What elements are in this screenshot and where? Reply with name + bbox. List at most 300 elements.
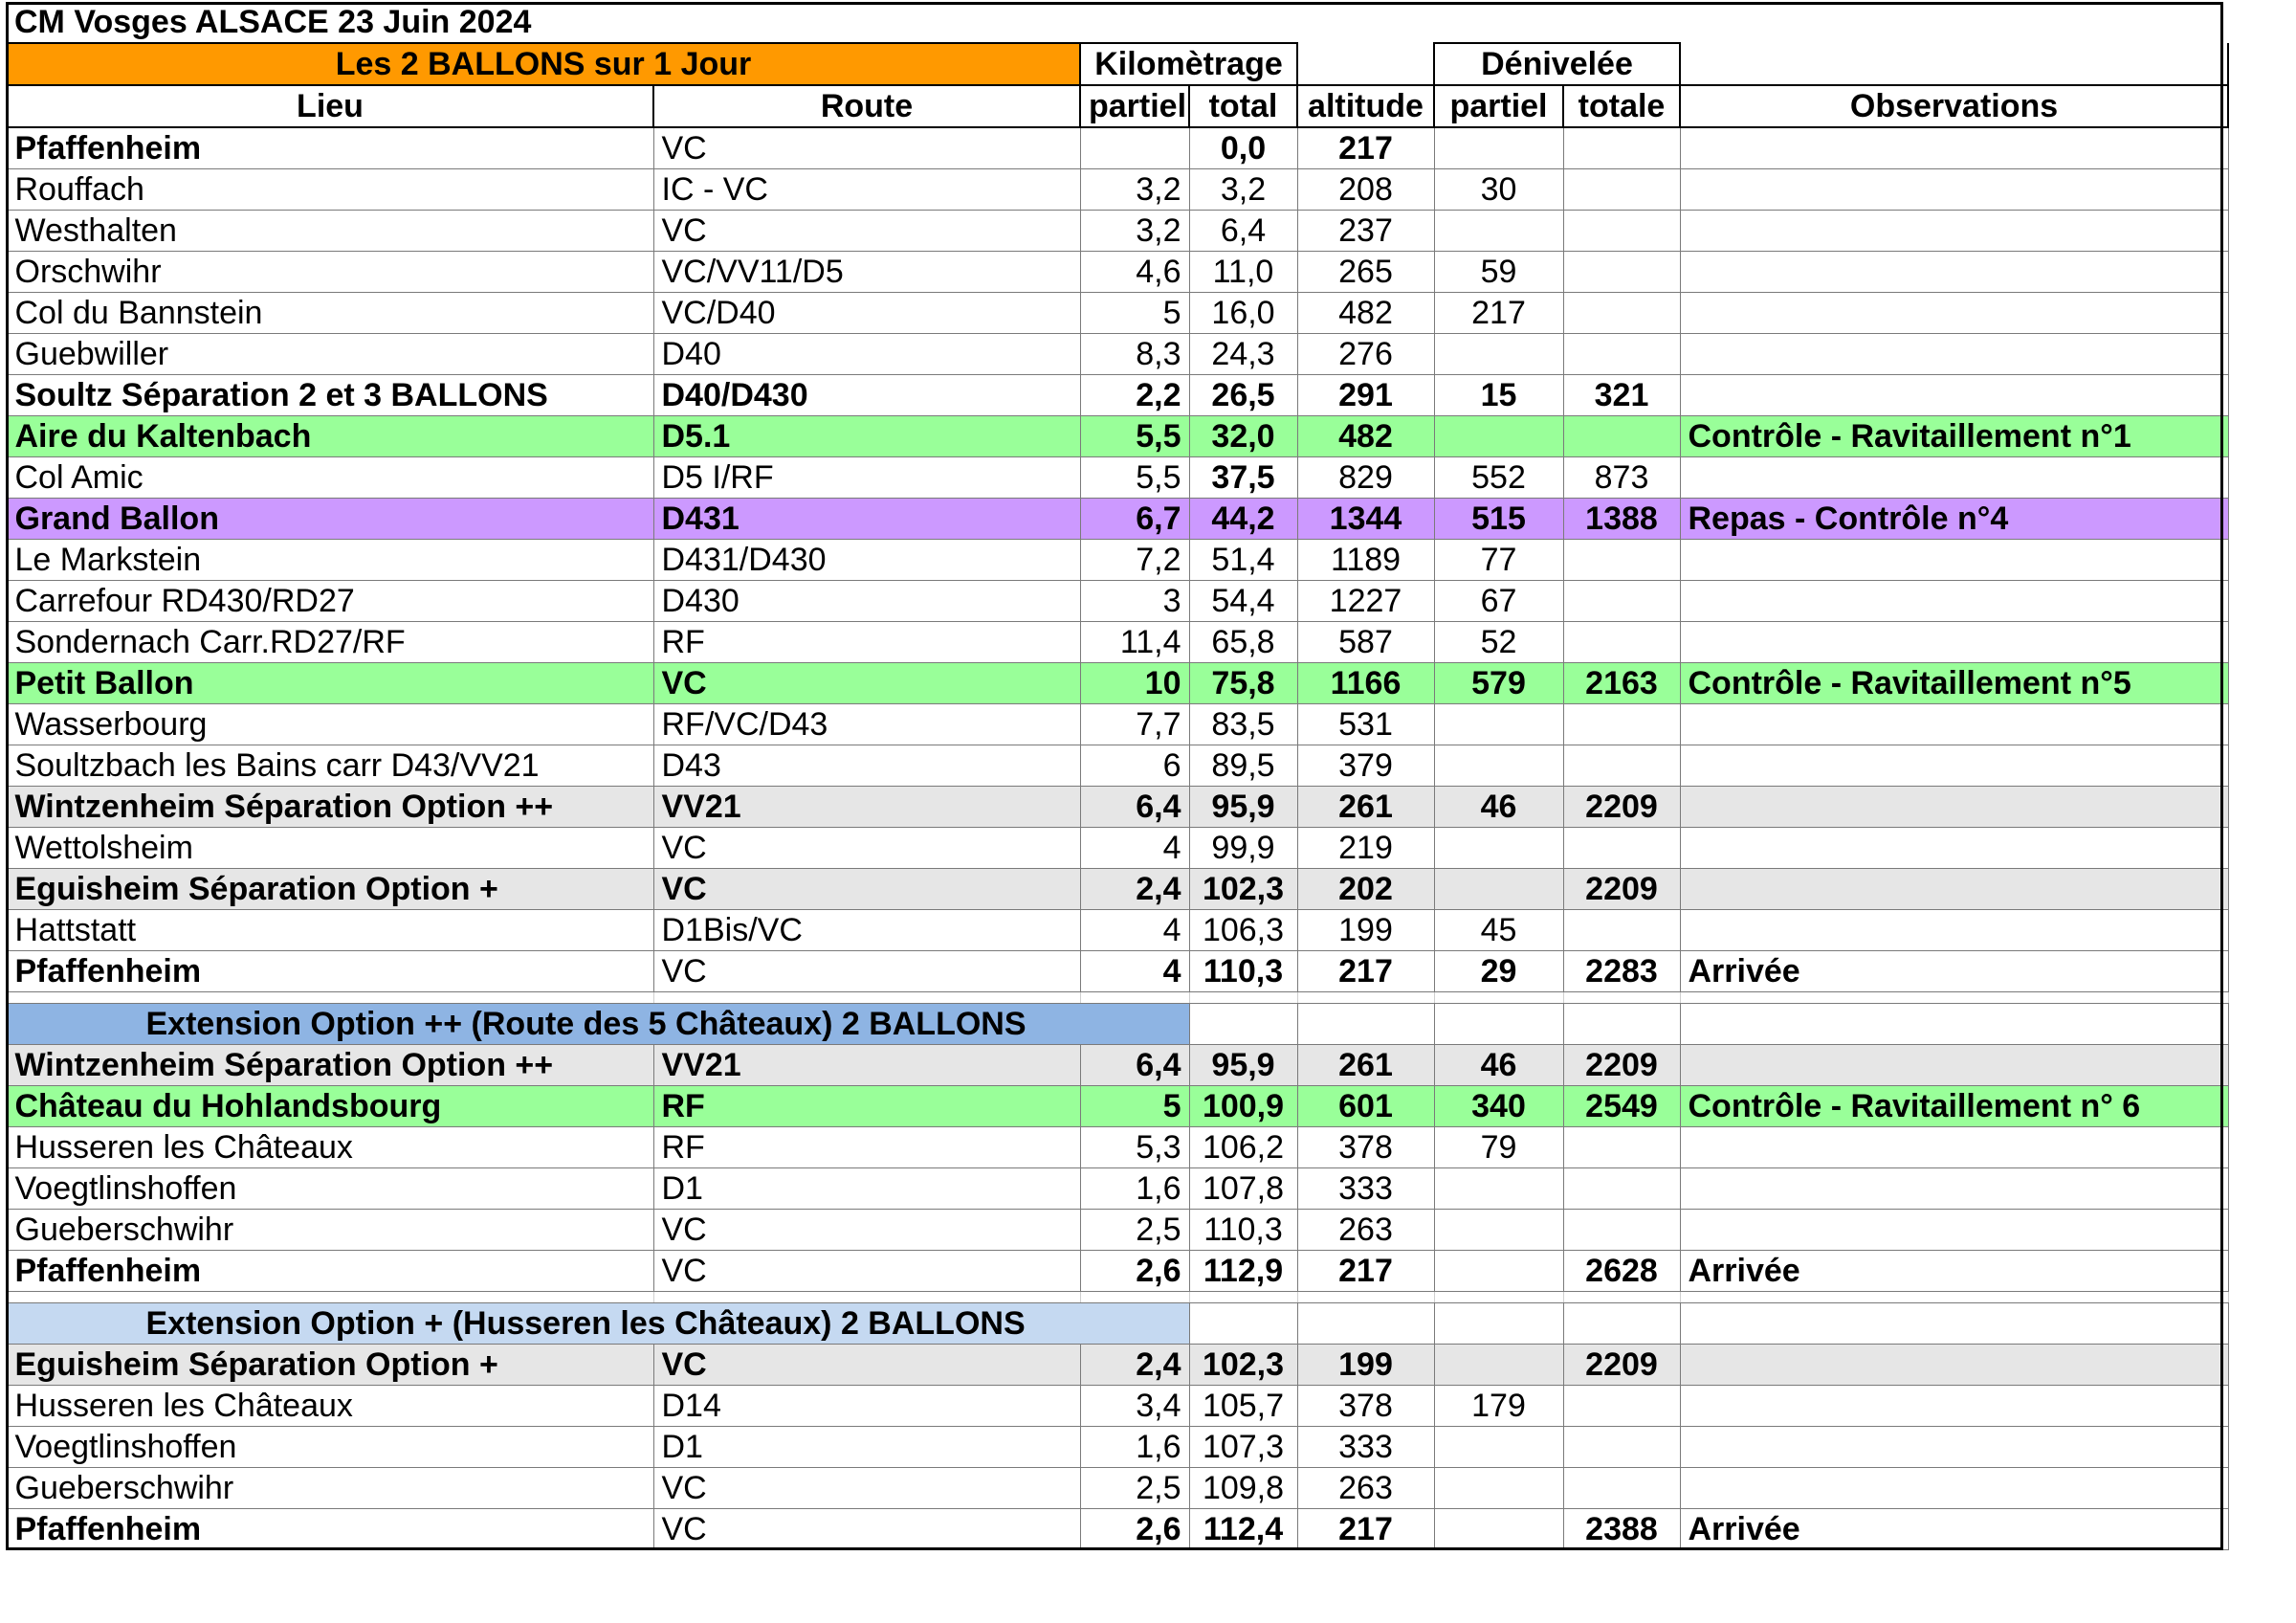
cell-observations: Contrôle - Ravitaillement n°5	[1680, 663, 2228, 704]
table-row	[7, 869, 2228, 910]
cell-d-totale: 2628	[1563, 1251, 1680, 1292]
table-row	[7, 252, 2228, 293]
cell-d-partiel	[1434, 869, 1563, 910]
cell-route: D431/D430	[653, 540, 1080, 581]
cell-observations	[1680, 622, 2228, 663]
cell-d-partiel	[1434, 127, 1563, 169]
cell-d-partiel	[1434, 704, 1563, 745]
cell-d-partiel: 515	[1434, 499, 1563, 540]
cell-d-totale	[1563, 745, 1680, 787]
cell-lieu: Petit Ballon	[7, 663, 653, 704]
deniv-group-header: Dénivelée	[1434, 43, 1680, 85]
cell-d-totale	[1563, 1127, 1680, 1168]
cell-d-partiel	[1434, 211, 1563, 252]
cell-route: VC	[653, 1210, 1080, 1251]
title-row	[7, 2, 2228, 43]
cell-lieu: Aire du Kaltenbach	[7, 416, 653, 457]
cell-km-partiel: 4,6	[1080, 252, 1189, 293]
cell-route: VC	[653, 828, 1080, 869]
cell-altitude: 1166	[1297, 663, 1434, 704]
cell-lieu: Hattstatt	[7, 910, 653, 951]
cell-route: VV21	[653, 1045, 1080, 1086]
cell-lieu: Col Amic	[7, 457, 653, 499]
table-row	[7, 416, 2228, 457]
col-km-partiel: partiel	[1080, 85, 1189, 127]
cell-km-partiel: 7,2	[1080, 540, 1189, 581]
cell-d-totale	[1563, 581, 1680, 622]
cell-km-total: 37,5	[1189, 457, 1297, 499]
cell-d-totale	[1563, 1468, 1680, 1509]
cell-km-total: 89,5	[1189, 745, 1297, 787]
cell-km-total: 75,8	[1189, 663, 1297, 704]
cell-d-partiel	[1434, 1427, 1563, 1468]
cell-km-total: 106,2	[1189, 1127, 1297, 1168]
cell-d-partiel: 217	[1434, 293, 1563, 334]
cell-route: RF	[653, 1127, 1080, 1168]
cell-altitude: 379	[1297, 745, 1434, 787]
cell-km-partiel: 5	[1080, 1086, 1189, 1127]
cell-km-total: 51,4	[1189, 540, 1297, 581]
cell-observations	[1680, 169, 2228, 211]
cell-d-partiel: 579	[1434, 663, 1563, 704]
cell-km-partiel: 4	[1080, 910, 1189, 951]
cell-km-partiel: 5,5	[1080, 457, 1189, 499]
cell-km-total: 112,9	[1189, 1251, 1297, 1292]
cell-altitude: 265	[1297, 252, 1434, 293]
cell-route: VC	[653, 1509, 1080, 1550]
cell-route: VC	[653, 127, 1080, 169]
table-row	[7, 1427, 2228, 1468]
cell-km-total: 32,0	[1189, 416, 1297, 457]
cell-observations: Contrôle - Ravitaillement n° 6	[1680, 1086, 2228, 1127]
cell-observations	[1680, 581, 2228, 622]
table-row	[7, 169, 2228, 211]
table-row	[7, 704, 2228, 745]
column-header-row	[7, 85, 2228, 127]
cell-km-total: 112,4	[1189, 1509, 1297, 1550]
cell-km-partiel: 6,4	[1080, 787, 1189, 828]
cell-d-partiel: 67	[1434, 581, 1563, 622]
cell-lieu: Pfaffenheim	[7, 127, 653, 169]
cell-route: D430	[653, 581, 1080, 622]
cell-route: VC	[653, 1468, 1080, 1509]
col-altitude: altitude	[1297, 85, 1434, 127]
cell-route: IC - VC	[653, 169, 1080, 211]
cell-km-partiel: 6,4	[1080, 1045, 1189, 1086]
cell-d-totale	[1563, 169, 1680, 211]
cell-d-partiel: 46	[1434, 787, 1563, 828]
group-header-row	[7, 43, 2228, 85]
cell-route: D1	[653, 1168, 1080, 1210]
cell-km-partiel: 5,3	[1080, 1127, 1189, 1168]
cell-lieu: Grand Ballon	[7, 499, 653, 540]
cell-altitude: 378	[1297, 1386, 1434, 1427]
cell-altitude: 333	[1297, 1168, 1434, 1210]
cell-km-total: 26,5	[1189, 375, 1297, 416]
cell-km-partiel: 4	[1080, 828, 1189, 869]
cell-d-totale	[1563, 622, 1680, 663]
cell-lieu: Wintzenheim Séparation Option ++	[7, 1045, 653, 1086]
cell-d-partiel	[1434, 1210, 1563, 1251]
cell-lieu: Gueberschwihr	[7, 1468, 653, 1509]
cell-altitude: 1189	[1297, 540, 1434, 581]
cell-d-partiel	[1434, 1509, 1563, 1550]
cell-d-partiel: 340	[1434, 1086, 1563, 1127]
cell-km-partiel: 6,7	[1080, 499, 1189, 540]
cell-km-total: 0,0	[1189, 127, 1297, 169]
cell-km-total: 65,8	[1189, 622, 1297, 663]
cell-route: RF	[653, 622, 1080, 663]
cell-km-total: 16,0	[1189, 293, 1297, 334]
cell-route: RF	[653, 1086, 1080, 1127]
table-row	[7, 663, 2228, 704]
cell-km-partiel: 2,5	[1080, 1468, 1189, 1509]
cell-d-totale	[1563, 252, 1680, 293]
cell-km-total: 54,4	[1189, 581, 1297, 622]
table-row	[7, 828, 2228, 869]
cell-km-partiel: 7,7	[1080, 704, 1189, 745]
cell-km-total: 11,0	[1189, 252, 1297, 293]
cell-d-totale: 2388	[1563, 1509, 1680, 1550]
table-row	[7, 1168, 2228, 1210]
cell-observations	[1680, 869, 2228, 910]
cell-route: VC	[653, 663, 1080, 704]
cell-route: VC	[653, 951, 1080, 992]
cell-altitude: 217	[1297, 1509, 1434, 1550]
cell-altitude: 261	[1297, 1045, 1434, 1086]
cell-d-totale: 2163	[1563, 663, 1680, 704]
cell-km-total: 107,8	[1189, 1168, 1297, 1210]
cell-lieu: Wettolsheim	[7, 828, 653, 869]
cell-observations	[1680, 704, 2228, 745]
cell-km-partiel: 11,4	[1080, 622, 1189, 663]
cell-altitude: 261	[1297, 787, 1434, 828]
cell-lieu: Voegtlinshoffen	[7, 1427, 653, 1468]
cell-altitude: 263	[1297, 1468, 1434, 1509]
cell-km-partiel	[1080, 127, 1189, 169]
cell-route: D43	[653, 745, 1080, 787]
cell-d-partiel: 29	[1434, 951, 1563, 992]
cell-km-total: 44,2	[1189, 499, 1297, 540]
cell-lieu: Château du Hohlandsbourg	[7, 1086, 653, 1127]
cell-km-partiel: 8,3	[1080, 334, 1189, 375]
cell-observations	[1680, 1386, 2228, 1427]
cell-d-partiel	[1434, 745, 1563, 787]
cell-observations	[1680, 540, 2228, 581]
cell-d-totale	[1563, 334, 1680, 375]
cell-d-totale: 1388	[1563, 499, 1680, 540]
cell-lieu: Eguisheim Séparation Option +	[7, 1345, 653, 1386]
cell-d-totale: 2283	[1563, 951, 1680, 992]
cell-km-total: 105,7	[1189, 1386, 1297, 1427]
cell-observations	[1680, 293, 2228, 334]
cell-lieu: Westhalten	[7, 211, 653, 252]
cell-observations: Contrôle - Ravitaillement n°1	[1680, 416, 2228, 457]
cell-lieu: Guebwiller	[7, 334, 653, 375]
cell-d-totale	[1563, 293, 1680, 334]
extension-option-plus-plus-header-label: Extension Option ++ (Route des 5 Châteaux) 2 BALLONS	[7, 1004, 1189, 1045]
cell-d-totale	[1563, 416, 1680, 457]
table-row	[7, 293, 2228, 334]
cell-route: VV21	[653, 787, 1080, 828]
cell-observations: Repas - Contrôle n°4	[1680, 499, 2228, 540]
cell-lieu: Eguisheim Séparation Option +	[7, 869, 653, 910]
table-row	[7, 540, 2228, 581]
cell-km-total: 95,9	[1189, 787, 1297, 828]
cell-d-partiel	[1434, 828, 1563, 869]
cell-km-total: 102,3	[1189, 869, 1297, 910]
cell-lieu: Pfaffenheim	[7, 951, 653, 992]
cell-km-total: 3,2	[1189, 169, 1297, 211]
cell-lieu: Col du Bannstein	[7, 293, 653, 334]
cell-observations	[1680, 787, 2228, 828]
cell-d-totale	[1563, 910, 1680, 951]
cell-d-totale	[1563, 828, 1680, 869]
cell-km-partiel: 1,6	[1080, 1427, 1189, 1468]
cell-km-partiel: 2,6	[1080, 1509, 1189, 1550]
cell-d-totale	[1563, 211, 1680, 252]
cell-d-partiel	[1434, 334, 1563, 375]
extension-option-plus-header	[7, 1303, 2228, 1345]
col-route: Route	[653, 85, 1080, 127]
cell-km-partiel: 5	[1080, 293, 1189, 334]
cell-km-total: 110,3	[1189, 951, 1297, 992]
cell-route: VC	[653, 1345, 1080, 1386]
cell-km-partiel: 6	[1080, 745, 1189, 787]
cell-altitude: 531	[1297, 704, 1434, 745]
cell-altitude: 217	[1297, 1251, 1434, 1292]
cell-altitude: 378	[1297, 1127, 1434, 1168]
cell-km-partiel: 2,5	[1080, 1210, 1189, 1251]
cell-altitude: 829	[1297, 457, 1434, 499]
table-row	[7, 1468, 2228, 1509]
km-group-header: Kilomètrage	[1080, 43, 1297, 85]
table-row	[7, 1127, 2228, 1168]
sheet-title: CM Vosges ALSACE 23 Juin 2024	[14, 4, 532, 40]
cell-d-totale	[1563, 540, 1680, 581]
cell-lieu: Carrefour RD430/RD27	[7, 581, 653, 622]
col-d-partiel: partiel	[1434, 85, 1563, 127]
cell-lieu: Soultzbach les Bains carr D43/VV21	[7, 745, 653, 787]
cell-km-total: 83,5	[1189, 704, 1297, 745]
cell-route: VC/VV11/D5	[653, 252, 1080, 293]
table-row	[7, 745, 2228, 787]
cell-altitude: 263	[1297, 1210, 1434, 1251]
route-sheet	[6, 2, 2227, 1550]
cell-km-partiel: 4	[1080, 951, 1189, 992]
cell-altitude: 237	[1297, 211, 1434, 252]
cell-d-totale	[1563, 704, 1680, 745]
table-row	[7, 1251, 2228, 1292]
cell-altitude: 601	[1297, 1086, 1434, 1127]
cell-km-partiel: 2,4	[1080, 1345, 1189, 1386]
cell-route: D40/D430	[653, 375, 1080, 416]
cell-d-partiel: 46	[1434, 1045, 1563, 1086]
cell-route: VC/D40	[653, 293, 1080, 334]
cell-route: D1	[653, 1427, 1080, 1468]
cell-observations	[1680, 828, 2228, 869]
cell-altitude: 1227	[1297, 581, 1434, 622]
cell-observations	[1680, 1168, 2228, 1210]
cell-altitude: 199	[1297, 910, 1434, 951]
cell-km-partiel: 2,4	[1080, 869, 1189, 910]
cell-lieu: Wintzenheim Séparation Option ++	[7, 787, 653, 828]
table-row	[7, 1509, 2228, 1550]
spacer-row	[7, 992, 2228, 1004]
cell-route: D1Bis/VC	[653, 910, 1080, 951]
cell-altitude: 1344	[1297, 499, 1434, 540]
table-row	[7, 334, 2228, 375]
cell-d-totale	[1563, 1427, 1680, 1468]
cell-d-partiel: 179	[1434, 1386, 1563, 1427]
table-row	[7, 1345, 2228, 1386]
cell-km-total: 106,3	[1189, 910, 1297, 951]
cell-km-total: 24,3	[1189, 334, 1297, 375]
table-row	[7, 910, 2228, 951]
cell-route: RF/VC/D43	[653, 704, 1080, 745]
cell-km-partiel: 1,6	[1080, 1168, 1189, 1210]
cell-altitude: 276	[1297, 334, 1434, 375]
cell-d-totale: 2209	[1563, 869, 1680, 910]
cell-route: D5.1	[653, 416, 1080, 457]
table-row	[7, 581, 2228, 622]
subtitle: Les 2 BALLONS sur 1 Jour	[7, 43, 1080, 85]
cell-d-partiel: 15	[1434, 375, 1563, 416]
cell-d-partiel	[1434, 416, 1563, 457]
cell-lieu: Pfaffenheim	[7, 1251, 653, 1292]
cell-altitude: 482	[1297, 293, 1434, 334]
cell-altitude: 199	[1297, 1345, 1434, 1386]
cell-km-partiel: 2,6	[1080, 1251, 1189, 1292]
col-lieu: Lieu	[7, 85, 653, 127]
cell-altitude: 217	[1297, 951, 1434, 992]
cell-observations	[1680, 127, 2228, 169]
cell-lieu: Orschwihr	[7, 252, 653, 293]
cell-km-partiel: 5,5	[1080, 416, 1189, 457]
table-row	[7, 787, 2228, 828]
cell-route: VC	[653, 1251, 1080, 1292]
cell-km-total: 99,9	[1189, 828, 1297, 869]
cell-km-total: 95,9	[1189, 1045, 1297, 1086]
cell-d-partiel	[1434, 1168, 1563, 1210]
table-row	[7, 1210, 2228, 1251]
table-row	[7, 211, 2228, 252]
cell-d-partiel: 79	[1434, 1127, 1563, 1168]
cell-observations: Arrivée	[1680, 1251, 2228, 1292]
cell-altitude: 333	[1297, 1427, 1434, 1468]
cell-d-totale: 2209	[1563, 787, 1680, 828]
cell-km-partiel: 3	[1080, 581, 1189, 622]
cell-d-partiel: 30	[1434, 169, 1563, 211]
cell-d-partiel: 59	[1434, 252, 1563, 293]
cell-altitude: 217	[1297, 127, 1434, 169]
cell-lieu: Husseren les Châteaux	[7, 1127, 653, 1168]
cell-observations	[1680, 457, 2228, 499]
cell-d-totale: 873	[1563, 457, 1680, 499]
cell-observations	[1680, 375, 2228, 416]
cell-altitude: 208	[1297, 169, 1434, 211]
cell-km-total: 100,9	[1189, 1086, 1297, 1127]
col-observations: Observations	[1680, 85, 2228, 127]
cell-observations: Arrivée	[1680, 951, 2228, 992]
cell-km-total: 109,8	[1189, 1468, 1297, 1509]
cell-lieu: Wasserbourg	[7, 704, 653, 745]
cell-d-totale: 2209	[1563, 1345, 1680, 1386]
table-row	[7, 1086, 2228, 1127]
cell-km-total: 107,3	[1189, 1427, 1297, 1468]
cell-route: D14	[653, 1386, 1080, 1427]
cell-observations	[1680, 1468, 2228, 1509]
cell-d-totale	[1563, 127, 1680, 169]
cell-lieu: Pfaffenheim	[7, 1509, 653, 1550]
extension-option-plus-header-label: Extension Option + (Husseren les Châteaux) 2 BALLONS	[7, 1303, 1189, 1345]
cell-lieu: Soultz Séparation 2 et 3 BALLONS	[7, 375, 653, 416]
spacer-row	[7, 1292, 2228, 1303]
cell-observations	[1680, 252, 2228, 293]
cell-lieu: Voegtlinshoffen	[7, 1168, 653, 1210]
cell-observations	[1680, 745, 2228, 787]
cell-d-totale: 2549	[1563, 1086, 1680, 1127]
cell-route: D40	[653, 334, 1080, 375]
cell-lieu: Le Markstein	[7, 540, 653, 581]
cell-d-partiel: 52	[1434, 622, 1563, 663]
cell-d-totale: 2209	[1563, 1045, 1680, 1086]
cell-observations	[1680, 1210, 2228, 1251]
cell-observations: Arrivée	[1680, 1509, 2228, 1550]
table-row	[7, 375, 2228, 416]
cell-d-partiel	[1434, 1251, 1563, 1292]
cell-altitude: 482	[1297, 416, 1434, 457]
cell-lieu: Rouffach	[7, 169, 653, 211]
cell-d-partiel	[1434, 1345, 1563, 1386]
cell-observations	[1680, 1427, 2228, 1468]
col-d-totale: totale	[1563, 85, 1680, 127]
cell-d-totale	[1563, 1386, 1680, 1427]
cell-observations	[1680, 211, 2228, 252]
table-row	[7, 127, 2228, 169]
cell-route: D5 I/RF	[653, 457, 1080, 499]
cell-observations	[1680, 910, 2228, 951]
cell-km-total: 6,4	[1189, 211, 1297, 252]
cell-km-total: 110,3	[1189, 1210, 1297, 1251]
table-row	[7, 457, 2228, 499]
cell-d-totale	[1563, 1168, 1680, 1210]
cell-d-partiel: 552	[1434, 457, 1563, 499]
cell-observations	[1680, 1045, 2228, 1086]
cell-d-partiel: 45	[1434, 910, 1563, 951]
cell-km-partiel: 2,2	[1080, 375, 1189, 416]
cell-d-partiel	[1434, 1468, 1563, 1509]
table-row	[7, 1045, 2228, 1086]
cell-altitude: 587	[1297, 622, 1434, 663]
cell-d-totale	[1563, 1210, 1680, 1251]
col-km-total: total	[1189, 85, 1297, 127]
cell-observations	[1680, 334, 2228, 375]
cell-altitude: 202	[1297, 869, 1434, 910]
route-table	[6, 2, 2229, 1550]
cell-lieu: Sondernach Carr.RD27/RF	[7, 622, 653, 663]
cell-observations	[1680, 1345, 2228, 1386]
cell-route: VC	[653, 869, 1080, 910]
cell-km-total: 102,3	[1189, 1345, 1297, 1386]
extension-option-plus-plus-header	[7, 1004, 2228, 1045]
cell-km-partiel: 10	[1080, 663, 1189, 704]
cell-route: VC	[653, 211, 1080, 252]
cell-altitude: 219	[1297, 828, 1434, 869]
table-row	[7, 951, 2228, 992]
cell-d-partiel: 77	[1434, 540, 1563, 581]
cell-altitude: 291	[1297, 375, 1434, 416]
